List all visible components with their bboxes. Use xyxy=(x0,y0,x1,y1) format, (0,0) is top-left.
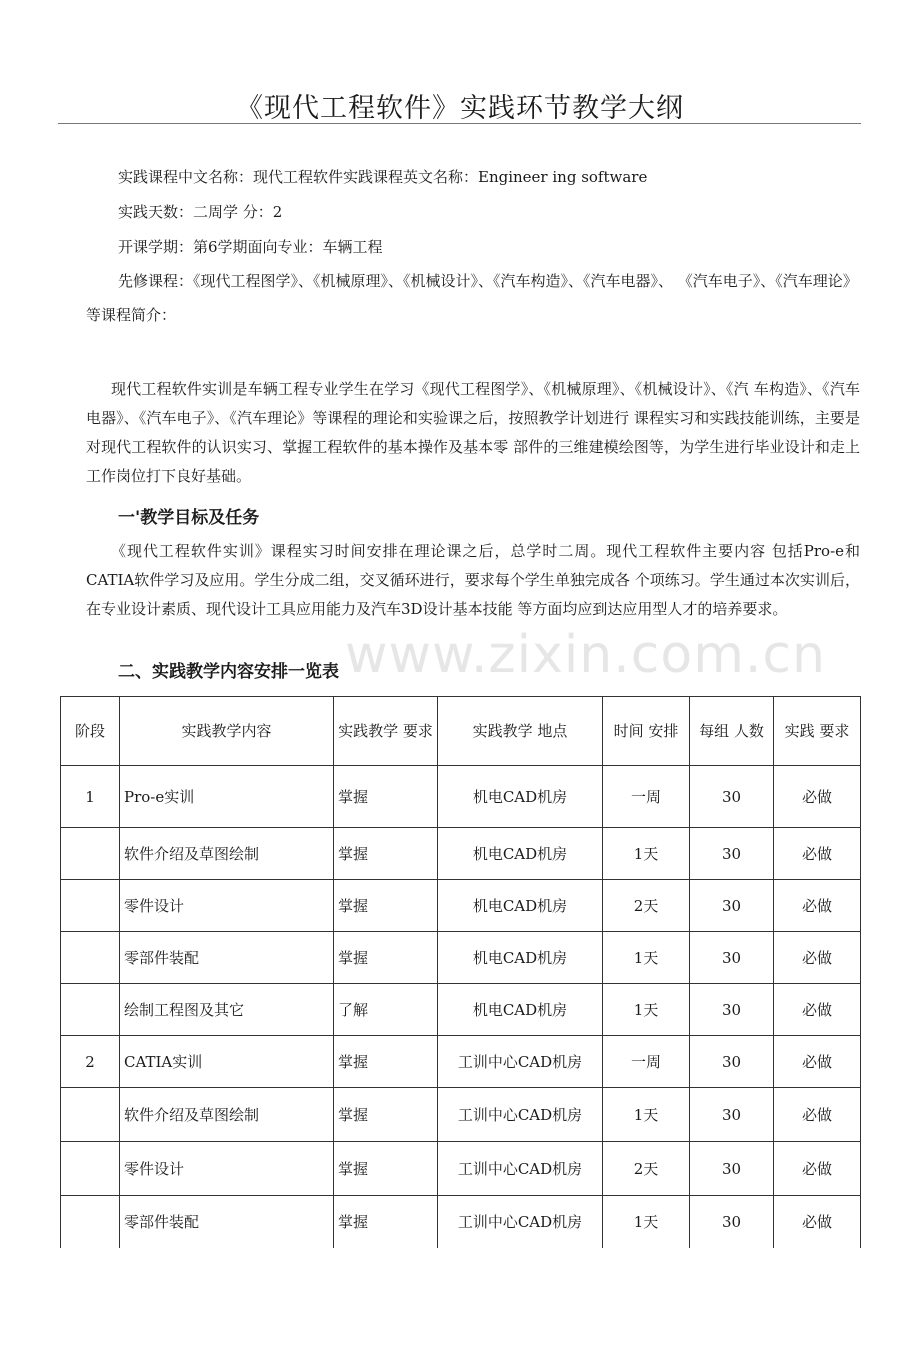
requirement-cell: 掌握 xyxy=(334,880,438,932)
mandatory-cell: 必做 xyxy=(774,880,861,932)
header-group-size: 每组 人数 xyxy=(690,697,774,766)
time-cell: 1天 xyxy=(603,932,690,984)
location-cell: 机电CAD机房 xyxy=(438,828,603,880)
group-size-cell: 30 xyxy=(690,1142,774,1196)
stage-cell xyxy=(61,1088,120,1142)
mandatory-cell: 必做 xyxy=(774,1196,861,1248)
location-cell: 工训中心CAD机房 xyxy=(438,1196,603,1248)
course-name-line: 实践课程中文名称：现代工程软件实践课程英文名称：Engineer ing software xyxy=(118,168,648,186)
requirement-cell: 掌握 xyxy=(334,1196,438,1248)
content-cell: 绘制工程图及其它 xyxy=(120,984,334,1036)
intro-paragraph: 现代工程软件实训是车辆工程专业学生在学习《现代工程图学》、《机械原理》、《机械设计》、《汽 车构造》、《汽车电器》、《汽车电子》、《汽车理论》等课程的理论和实验课之后，按照教学计划进行 课程实习和实践技能训练，主要是对现代工程软件的认识实习、掌握工程软件的基本操作及基本零 部件的三维建模绘图等，为学生进行毕业设计和走上工作岗位打下良好基础。 xyxy=(86,380,860,485)
requirement-cell: 掌握 xyxy=(334,932,438,984)
requirement-cell: 掌握 xyxy=(334,1088,438,1142)
header-stage: 阶段 xyxy=(61,697,120,766)
stage-cell xyxy=(61,1196,120,1248)
table-row xyxy=(61,1142,861,1196)
location-cell: 机电CAD机房 xyxy=(438,984,603,1036)
time-cell: 一周 xyxy=(603,766,690,828)
section-heading-goals: 一'教学目标及任务 xyxy=(118,508,260,528)
group-size-cell: 30 xyxy=(690,932,774,984)
table-row xyxy=(61,766,861,828)
content-cell: CATIA实训 xyxy=(120,1036,334,1088)
time-cell: 1天 xyxy=(603,984,690,1036)
requirement-cell: 掌握 xyxy=(334,1142,438,1196)
table-row xyxy=(61,1088,861,1142)
time-cell: 一周 xyxy=(603,1036,690,1088)
stage-cell xyxy=(61,932,120,984)
table-row xyxy=(61,1196,861,1248)
group-size-cell: 30 xyxy=(690,1036,774,1088)
title-divider xyxy=(58,123,861,124)
location-cell: 机电CAD机房 xyxy=(438,880,603,932)
section-heading-schedule: 二、实践教学内容安排一览表 xyxy=(118,662,339,682)
location-cell: 机电CAD机房 xyxy=(438,766,603,828)
mandatory-cell: 必做 xyxy=(774,932,861,984)
table-header-row xyxy=(61,697,861,766)
content-cell: 零部件装配 xyxy=(120,932,334,984)
time-cell: 1天 xyxy=(603,828,690,880)
stage-cell: 2 xyxy=(61,1036,120,1088)
time-cell: 1天 xyxy=(603,1196,690,1248)
mandatory-cell: 必做 xyxy=(774,1142,861,1196)
goals-paragraph: 《现代工程软件实训》课程实习时间安排在理论课之后，总学时二周。现代工程软件主要内容 包括Pro-e和CATIA软件学习及应用。学生分成二组，交叉循环进行，要求每个学生单独完成各 个项练习。学生通过本次实训后，在专业设计素质、现代设计工具应用能力及汽车3D设计基本技能 等方面均应到达应用型人才的培养要求。 xyxy=(86,542,860,618)
group-size-cell: 30 xyxy=(690,1196,774,1248)
practice-days-line: 实践天数：二周学 分：2 xyxy=(118,203,283,221)
location-cell: 工训中心CAD机房 xyxy=(438,1036,603,1088)
header-time: 时间 安排 xyxy=(603,697,690,766)
location-cell: 工训中心CAD机房 xyxy=(438,1088,603,1142)
mandatory-cell: 必做 xyxy=(774,828,861,880)
group-size-cell: 30 xyxy=(690,828,774,880)
requirement-cell: 了解 xyxy=(334,984,438,1036)
time-cell: 2天 xyxy=(603,1142,690,1196)
time-cell: 1天 xyxy=(603,1088,690,1142)
watermark: www.zixin.com.cn xyxy=(345,625,826,685)
mandatory-cell: 必做 xyxy=(774,984,861,1036)
table-row xyxy=(61,880,861,932)
group-size-cell: 30 xyxy=(690,880,774,932)
content-cell: 零部件装配 xyxy=(120,1196,334,1248)
requirement-cell: 掌握 xyxy=(334,766,438,828)
time-cell: 2天 xyxy=(603,880,690,932)
content-cell: 软件介绍及草图绘制 xyxy=(120,828,334,880)
table-row xyxy=(61,1036,861,1088)
header-location: 实践教学 地点 xyxy=(438,697,603,766)
stage-cell xyxy=(61,880,120,932)
table-row xyxy=(61,932,861,984)
stage-cell xyxy=(61,1142,120,1196)
content-cell: 软件介绍及草图绘制 xyxy=(120,1088,334,1142)
table-row xyxy=(61,984,861,1036)
schedule-table xyxy=(60,696,861,1248)
mandatory-cell: 必做 xyxy=(774,1088,861,1142)
semester-line: 开课学期：第6学期面向专业：车辆工程 xyxy=(118,238,383,256)
header-mandatory: 实践 要求 xyxy=(774,697,861,766)
prerequisites-line: 先修课程：《现代工程图学》、《机械原理》、《机械设计》、《汽车构造》、《汽车电器》、 《汽车电子》、《汽车理论》等课程简介： xyxy=(86,272,858,324)
stage-cell xyxy=(61,984,120,1036)
header-requirement: 实践教学 要求 xyxy=(334,697,438,766)
table-row xyxy=(61,828,861,880)
requirement-cell: 掌握 xyxy=(334,828,438,880)
group-size-cell: 30 xyxy=(690,1088,774,1142)
requirement-cell: 掌握 xyxy=(334,1036,438,1088)
stage-cell xyxy=(61,828,120,880)
content-cell: Pro-e实训 xyxy=(120,766,334,828)
group-size-cell: 30 xyxy=(690,984,774,1036)
header-content: 实践教学内容 xyxy=(120,697,334,766)
content-cell: 零件设计 xyxy=(120,1142,334,1196)
location-cell: 机电CAD机房 xyxy=(438,932,603,984)
document-title: 《现代工程软件》实践环节教学大纲 xyxy=(236,93,684,124)
mandatory-cell: 必做 xyxy=(774,1036,861,1088)
mandatory-cell: 必做 xyxy=(774,766,861,828)
location-cell: 工训中心CAD机房 xyxy=(438,1142,603,1196)
group-size-cell: 30 xyxy=(690,766,774,828)
stage-cell: 1 xyxy=(61,766,120,828)
content-cell: 零件设计 xyxy=(120,880,334,932)
